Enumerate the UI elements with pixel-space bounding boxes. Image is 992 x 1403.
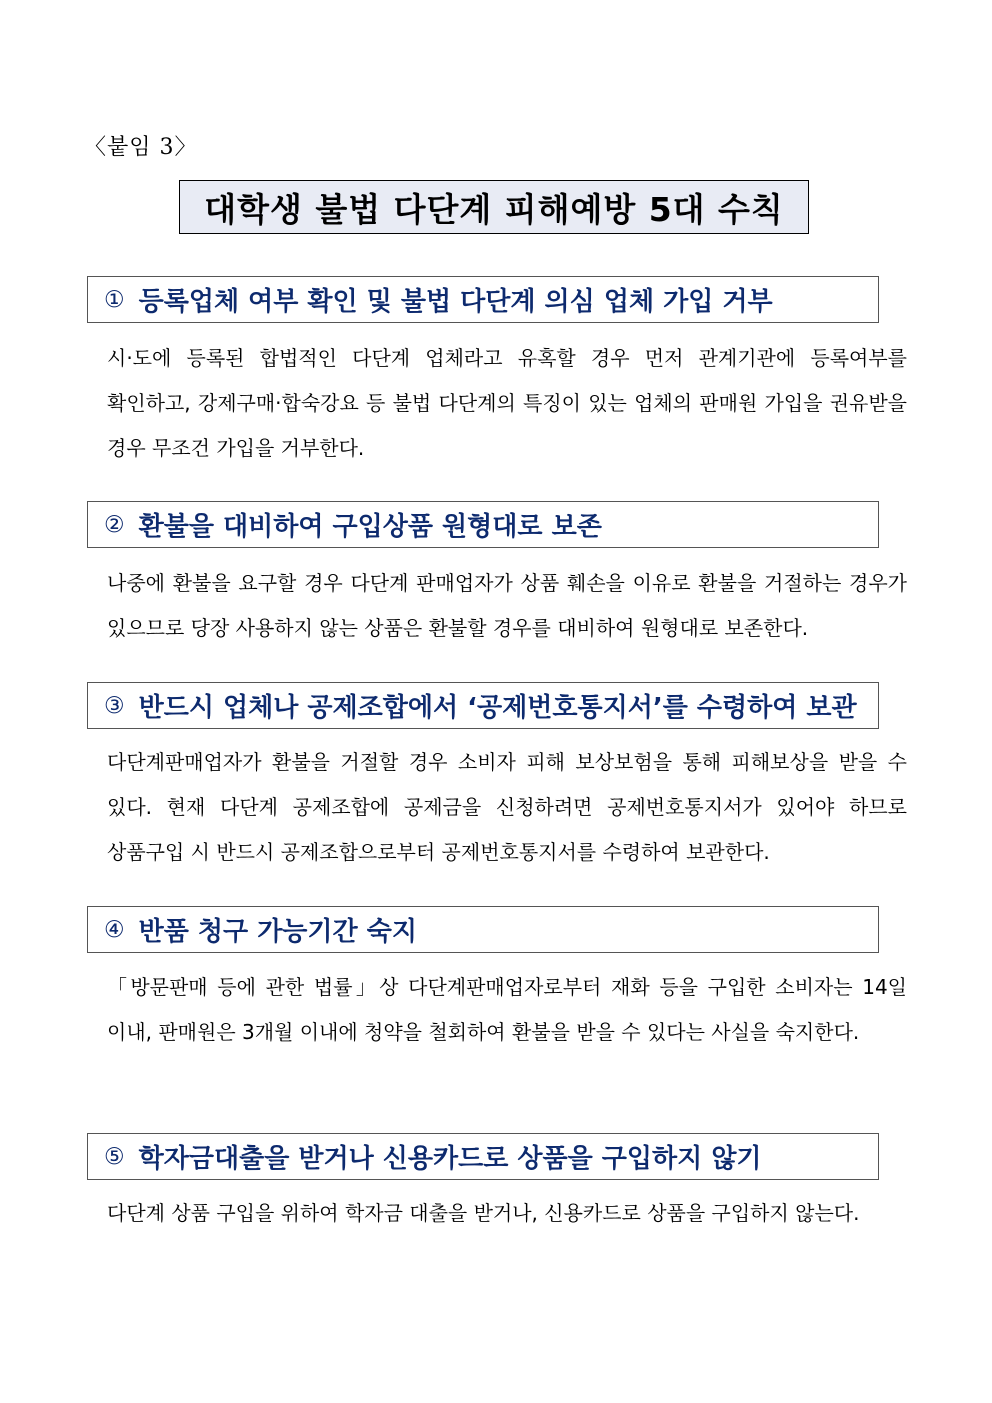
section-heading-1 (87, 276, 879, 323)
section-heading-4 (87, 906, 879, 953)
section-body-1: 시·도에 등록된 합법적인 다단계 업체라고 유혹할 경우 먼저 관계기관에 등록여부를 확인하고, 강제구매·합숙강요 등 불법 다단계의 특징이 있는 업체의 판매원 가입을 권유받을 경우 무조건 가입을 거부한다. (107, 346, 907, 460)
section-number: ① (104, 286, 125, 313)
section-heading-5 (87, 1133, 879, 1180)
section-number: ④ (104, 916, 125, 943)
section-heading-3 (87, 682, 879, 729)
section-body-5: 다단계 상품 구입을 위하여 학자금 대출을 받거나, 신용카드로 상품을 구입하지 않는다. (107, 1201, 860, 1225)
title-box (179, 180, 809, 234)
section-number: ② (104, 511, 125, 538)
section-heading-text: 환불을 대비하여 구입상품 원형대로 보존 (138, 512, 602, 542)
section-body-2: 나중에 환불을 요구할 경우 다단계 판매업자가 상품 훼손을 이유로 환불을 거절하는 경우가 있으므로 당장 사용하지 않는 상품은 환불할 경우를 대비하여 원형대로 보존한다. (107, 571, 907, 640)
section-body-4: 「방문판매 등에 관한 법률」상 다단계판매업자로부터 재화 등을 구입한 소비자는 14일 이내, 판매원은 3개월 이내에 청약을 철회하여 환불을 받을 수 있다는 사실을 숙지한다. (107, 975, 907, 1044)
attachment-label: 〈붙임 3〉 (84, 135, 198, 160)
section-number: ③ (104, 692, 125, 719)
section-heading-text: 학자금대출을 받거나 신용카드로 상품을 구입하지 않기 (138, 1144, 762, 1174)
section-heading-text: 등록업체 여부 확인 및 불법 다단계 의심 업체 가입 거부 (138, 287, 773, 317)
section-number: ⑤ (104, 1143, 125, 1170)
document-title: 대학생 불법 다단계 피해예방 5대 수칙 (204, 189, 784, 229)
section-heading-text: 반품 청구 가능기간 숙지 (138, 917, 417, 947)
section-heading-text: 반드시 업체나 공제조합에서 ‘공제번호통지서’를 수령하여 보관 (138, 693, 857, 723)
section-heading-2 (87, 501, 879, 548)
section-body-3: 다단계판매업자가 환불을 거절할 경우 소비자 피해 보상보험을 통해 피해보상을 받을 수 있다. 현재 다단계 공제조합에 공제금을 신청하려면 공제번호통지서가 있어야 하므로 상품구입 시 반드시 공제조합으로부터 공제번호통지서를 수령하여 보관한다. (107, 750, 907, 864)
